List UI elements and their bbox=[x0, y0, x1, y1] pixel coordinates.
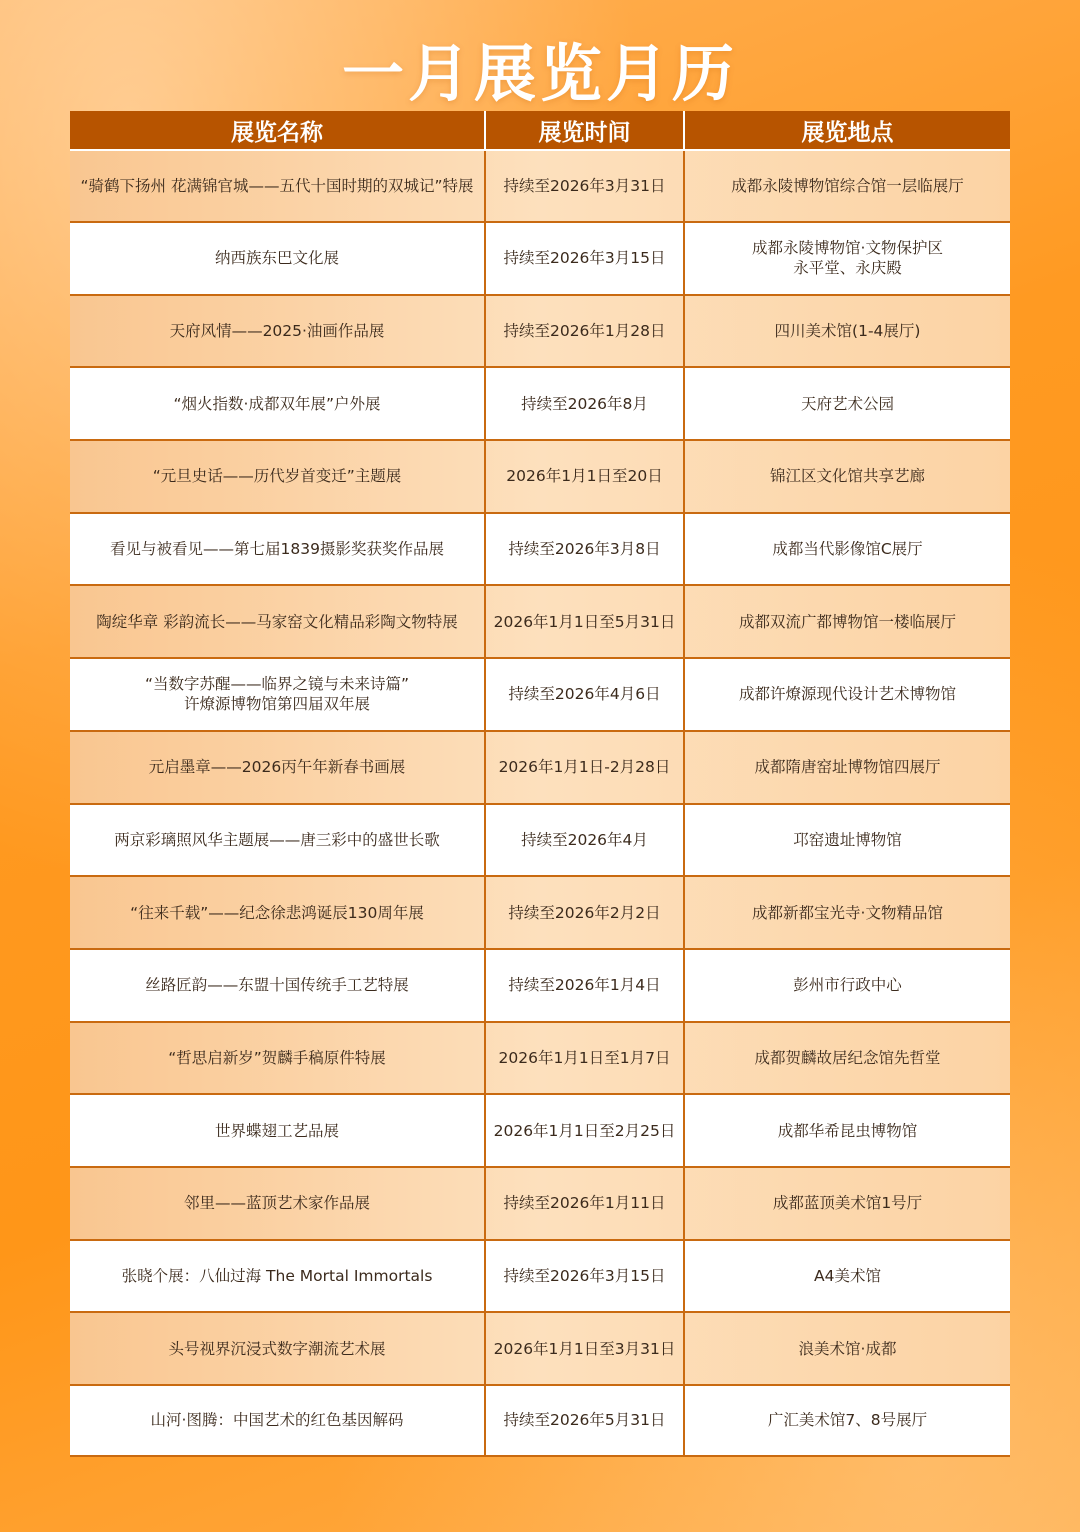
table-row bbox=[70, 1311, 1010, 1384]
exhibition-place-cell bbox=[685, 151, 1010, 221]
exhibition-place-cell bbox=[685, 1313, 1010, 1384]
exhibition-time-cell-line: 2026年1月1日至3月31日 bbox=[493, 1339, 676, 1358]
exhibition-place-cell bbox=[685, 296, 1010, 367]
exhibition-time-cell-line: 持续至2026年5月31日 bbox=[503, 1411, 666, 1430]
exhibition-table bbox=[70, 111, 1010, 1457]
exhibition-name-cell bbox=[70, 732, 486, 803]
exhibition-place-cell bbox=[685, 950, 1010, 1021]
exhibition-name-cell bbox=[70, 223, 486, 294]
exhibition-time-cell bbox=[486, 368, 685, 439]
table-row bbox=[70, 948, 1010, 1021]
exhibition-time-cell bbox=[486, 223, 685, 294]
exhibition-name-cell bbox=[70, 368, 486, 439]
exhibition-name-cell bbox=[70, 1313, 486, 1384]
exhibition-time-cell bbox=[486, 151, 685, 221]
exhibition-name-cell-line: 看见与被看见——第七届1839摄影奖获奖作品展 bbox=[110, 540, 444, 559]
table-row bbox=[70, 875, 1010, 948]
exhibition-place-cell-line: 邛窑遗址博物馆 bbox=[793, 830, 902, 849]
exhibition-place-cell bbox=[685, 223, 1010, 294]
exhibition-time-cell bbox=[486, 659, 685, 730]
table-header-row bbox=[70, 111, 1010, 149]
exhibition-name-cell-line: 丝路匠韵——东盟十国传统手工艺特展 bbox=[145, 976, 409, 995]
exhibition-time-cell bbox=[486, 877, 685, 948]
exhibition-name-cell bbox=[70, 1168, 486, 1239]
exhibition-place-cell-line: 彭州市行政中心 bbox=[793, 976, 902, 995]
exhibition-name-cell bbox=[70, 1386, 486, 1455]
exhibition-time-cell bbox=[486, 732, 685, 803]
exhibition-place-cell-line: 四川美术馆(1-4展厅) bbox=[774, 322, 921, 341]
exhibition-name-cell-line: 纳西族东巴文化展 bbox=[214, 249, 339, 268]
exhibition-name-cell-line: “烟火指数·成都双年展”户外展 bbox=[173, 394, 381, 413]
table-row bbox=[70, 366, 1010, 439]
exhibition-name-cell bbox=[70, 1241, 486, 1312]
exhibition-name-cell-line: 陶绽华章 彩韵流长——马家窑文化精品彩陶文物特展 bbox=[96, 612, 458, 631]
exhibition-place-cell-line: 成都许燎源现代设计艺术博物馆 bbox=[738, 685, 956, 704]
exhibition-place-cell-line: 成都永陵博物馆综合馆一层临展厅 bbox=[731, 177, 964, 195]
exhibition-name-cell-line: “往来千载”——纪念徐悲鸿诞辰130周年展 bbox=[130, 903, 424, 922]
exhibition-place-cell bbox=[685, 1386, 1010, 1455]
exhibition-name-cell bbox=[70, 805, 486, 876]
exhibition-name-cell bbox=[70, 877, 486, 948]
page-title: 一月展览月历 bbox=[341, 37, 738, 110]
exhibition-time-cell bbox=[486, 1241, 685, 1312]
header-exhibition-place: 展览地点 bbox=[801, 119, 894, 146]
exhibition-time-cell-line: 持续至2026年3月31日 bbox=[503, 177, 666, 195]
exhibition-place-cell-line: 成都隋唐窑址博物馆四展厅 bbox=[754, 758, 941, 777]
table-row bbox=[70, 1239, 1010, 1312]
exhibition-time-cell-line: 持续至2026年3月8日 bbox=[508, 540, 661, 559]
exhibition-place-cell-line: 成都永陵博物馆·文物保护区 bbox=[752, 239, 943, 258]
table-row bbox=[70, 1384, 1010, 1457]
exhibition-name-cell-line: 张晓个展：八仙过海 The Mortal Immortals bbox=[121, 1266, 433, 1285]
header-exhibition-name: 展览名称 bbox=[70, 111, 486, 149]
exhibition-time-cell-line: 持续至2026年1月28日 bbox=[503, 322, 666, 341]
table-row bbox=[70, 294, 1010, 367]
exhibition-name-cell bbox=[70, 950, 486, 1021]
exhibition-time-cell bbox=[486, 1386, 685, 1455]
exhibition-name-cell bbox=[70, 514, 486, 585]
exhibition-time-cell bbox=[486, 1313, 685, 1384]
exhibition-place-cell-line: 成都贺麟故居纪念馆先哲堂 bbox=[754, 1048, 941, 1067]
exhibition-name-cell-line: “当数字苏醒——临界之镜与未来诗篇” bbox=[144, 675, 410, 694]
exhibition-time-cell bbox=[486, 950, 685, 1021]
exhibition-time-cell-line: 2026年1月1日至5月31日 bbox=[493, 612, 676, 631]
exhibition-name-cell-line: 邻里——蓝顶艺术家作品展 bbox=[183, 1194, 370, 1213]
exhibition-name-cell bbox=[70, 296, 486, 367]
exhibition-place-cell-line: 天府艺术公园 bbox=[800, 394, 894, 413]
exhibition-time-cell-line: 持续至2026年3月15日 bbox=[503, 249, 666, 268]
exhibition-name-cell-line: 元启墨章——2026丙午年新春书画展 bbox=[148, 758, 406, 777]
table-row bbox=[70, 221, 1010, 294]
exhibition-place-cell bbox=[685, 659, 1010, 730]
exhibition-time-cell-line: 持续至2026年2月2日 bbox=[508, 903, 661, 922]
exhibition-name-cell bbox=[70, 659, 486, 730]
exhibition-time-cell bbox=[486, 514, 685, 585]
exhibition-time-cell-line: 2026年1月1日至2月25日 bbox=[493, 1121, 676, 1140]
exhibition-place-cell-line: 永平堂、永庆殿 bbox=[793, 259, 902, 278]
exhibition-name-cell bbox=[70, 1095, 486, 1166]
exhibition-place-cell-line: A4美术馆 bbox=[814, 1266, 881, 1285]
exhibition-name-cell-line: 天府风情——2025·油画作品展 bbox=[169, 322, 385, 341]
exhibition-place-cell-line: 成都双流广都博物馆一楼临展厅 bbox=[738, 612, 956, 631]
exhibition-place-cell bbox=[685, 805, 1010, 876]
exhibition-time-cell-line: 持续至2026年4月6日 bbox=[508, 685, 661, 704]
exhibition-place-cell bbox=[685, 586, 1010, 657]
exhibition-time-cell bbox=[486, 805, 685, 876]
table-row bbox=[70, 1166, 1010, 1239]
table-row bbox=[70, 149, 1010, 221]
exhibition-time-cell bbox=[486, 1168, 685, 1239]
exhibition-name-cell-line: “元旦史话——历代岁首变迁”主题展 bbox=[152, 467, 402, 486]
exhibition-time-cell-line: 持续至2026年1月4日 bbox=[508, 976, 661, 995]
exhibition-name-cell-line: 许燎源博物馆第四届双年展 bbox=[183, 695, 370, 714]
exhibition-place-cell bbox=[685, 1095, 1010, 1166]
exhibition-place-cell bbox=[685, 877, 1010, 948]
exhibition-place-cell bbox=[685, 514, 1010, 585]
exhibition-place-cell-line: 锦江区文化馆共享艺廊 bbox=[769, 467, 925, 486]
table-row bbox=[70, 1093, 1010, 1166]
exhibition-name-cell-line: 世界蝶翅工艺品展 bbox=[214, 1121, 339, 1140]
exhibition-name-cell bbox=[70, 151, 486, 221]
exhibition-name-cell bbox=[70, 441, 486, 512]
exhibition-name-cell-line: “骑鹤下扬州 花满锦官城——五代十国时期的双城记”特展 bbox=[80, 177, 474, 195]
exhibition-time-cell bbox=[486, 441, 685, 512]
table-row bbox=[70, 584, 1010, 657]
exhibition-time-cell-line: 持续至2026年4月 bbox=[521, 830, 648, 849]
exhibition-place-cell bbox=[685, 1023, 1010, 1094]
exhibition-place-cell-line: 成都蓝顶美术馆1号厅 bbox=[772, 1194, 923, 1213]
exhibition-name-cell-line: “哲思启新岁”贺麟手稿原件特展 bbox=[168, 1048, 386, 1067]
exhibition-time-cell bbox=[486, 296, 685, 367]
exhibition-time-cell bbox=[486, 1095, 685, 1166]
table-row bbox=[70, 1021, 1010, 1094]
exhibition-name-cell bbox=[70, 586, 486, 657]
exhibition-place-cell bbox=[685, 732, 1010, 803]
exhibition-place-cell-line: 成都华希昆虫博物馆 bbox=[777, 1121, 918, 1140]
exhibition-place-cell bbox=[685, 368, 1010, 439]
table-row bbox=[70, 803, 1010, 876]
exhibition-place-cell-line: 浪美术馆·成都 bbox=[798, 1339, 897, 1358]
exhibition-time-cell-line: 持续至2026年3月15日 bbox=[503, 1266, 666, 1285]
exhibition-place-cell bbox=[685, 1241, 1010, 1312]
exhibition-time-cell-line: 持续至2026年1月11日 bbox=[503, 1194, 666, 1213]
exhibition-time-cell bbox=[486, 586, 685, 657]
exhibition-time-cell-line: 持续至2026年8月 bbox=[521, 394, 648, 413]
exhibition-place-cell bbox=[685, 1168, 1010, 1239]
exhibition-time-cell bbox=[486, 1023, 685, 1094]
exhibition-name-cell bbox=[70, 1023, 486, 1094]
header-exhibition-time: 展览时间 bbox=[486, 111, 685, 149]
exhibition-time-cell-line: 2026年1月1日至1月7日 bbox=[498, 1048, 671, 1067]
exhibition-time-cell-line: 2026年1月1日-2月28日 bbox=[498, 758, 671, 777]
exhibition-place-cell-line: 广汇美术馆7、8号展厅 bbox=[767, 1411, 928, 1430]
exhibition-name-cell-line: 两京彩璃照风华主题展——唐三彩中的盛世长歌 bbox=[114, 830, 440, 849]
exhibition-time-cell-line: 2026年1月1日至20日 bbox=[506, 467, 663, 486]
table-row bbox=[70, 439, 1010, 512]
exhibition-place-cell-line: 成都当代影像馆C展厅 bbox=[772, 540, 923, 559]
table-row bbox=[70, 512, 1010, 585]
table-row bbox=[70, 657, 1010, 730]
exhibition-place-cell-line: 成都新都宝光寺·文物精品馆 bbox=[752, 903, 943, 922]
exhibition-place-cell bbox=[685, 441, 1010, 512]
exhibition-name-cell-line: 头号视界沉浸式数字潮流艺术展 bbox=[168, 1339, 386, 1358]
table-row bbox=[70, 730, 1010, 803]
exhibition-name-cell-line: 山河·图腾：中国艺术的红色基因解码 bbox=[150, 1411, 404, 1430]
